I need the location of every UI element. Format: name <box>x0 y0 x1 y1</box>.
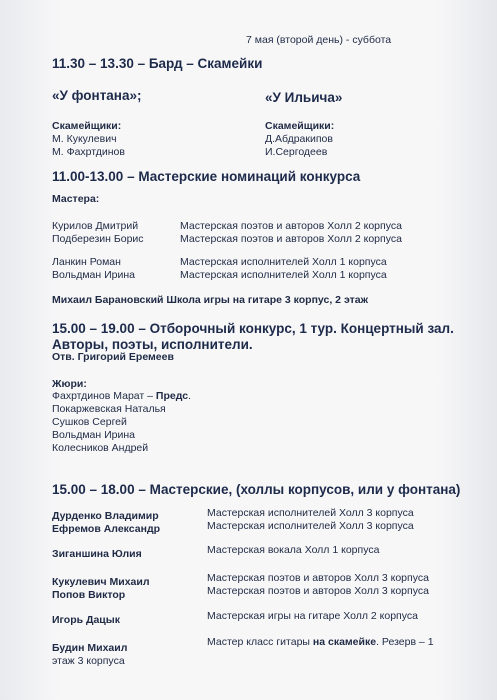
workshop-desc: Мастерская поэтов и авторов Холл 3 корпуса <box>207 572 429 584</box>
workshop-desc-bold: на скамейке <box>312 636 377 648</box>
jury-member: Колесников Андрей <box>52 442 149 454</box>
jury-member-chair <box>52 391 191 403</box>
bard-right-label: Скамейщики: <box>265 120 335 132</box>
workshop-name-sub: этаж 3 корпуса <box>52 655 125 667</box>
jury-member: Вольдман Ирина <box>52 429 136 441</box>
workshop-name: Дурденко Владимир <box>52 510 159 522</box>
master-desc: Мастерская поэтов и авторов Холл 2 корпуса <box>180 220 402 232</box>
workshop-desc: Мастерская игры на гитаре Холл 2 корпуса <box>207 610 418 622</box>
workshop-name: Игорь Дацык <box>52 614 120 626</box>
masters-label: Мастера: <box>52 193 100 205</box>
workshop-name: Зиганшина Юлия <box>52 548 142 560</box>
master-desc: Мастерская исполнителей Холл 1 корпуса <box>180 256 387 268</box>
workshop-desc: Мастерская поэтов и авторов Холл 3 корпуса <box>207 585 429 597</box>
bard-left-label: Скамейщики: <box>52 120 122 132</box>
bard-right-name: И.Сергодеев <box>265 146 328 158</box>
workshop-desc: Мастерская вокала Холл 1 корпуса <box>207 544 380 556</box>
workshop-name: Будин Михаил <box>52 642 128 654</box>
nominations-heading: 11.00-13.00 – Мастерские номинаций конкурса <box>52 169 361 184</box>
bard-right-name: Д.Абдракипов <box>265 133 333 145</box>
bard-left-name: М. Кукулевич <box>52 133 117 145</box>
day-header: 7 мая (второй день) - суббота <box>246 34 392 46</box>
contest-responsible: Отв. Григорий Еремеев <box>52 351 174 363</box>
workshop-name: Попов Виктор <box>52 589 126 601</box>
contest-subheading: Авторы, поэты, исполнители. <box>52 337 253 352</box>
workshop-name: Ефремов Александр <box>52 523 161 535</box>
jury-label: Жюри: <box>52 378 87 390</box>
bard-heading: 11.30 – 13.30 – Бард – Скамейки <box>52 56 263 71</box>
jury-member: Сушков Сергей <box>52 416 127 428</box>
jury-chair-dot: . <box>188 390 191 402</box>
jury-chair-name: Фахртдинов Марат – <box>52 390 156 402</box>
workshop-desc: Мастерская исполнителей Холл 3 корпуса <box>207 520 414 532</box>
bard-place-right: «У Ильича» <box>265 90 343 105</box>
master-name: Курилов Дмитрий <box>52 220 139 232</box>
jury-member: Покаржевская Наталья <box>52 403 166 415</box>
workshops-heading: 15.00 – 18.00 – Мастерские, (холлы корпусов, или у фонтана) <box>52 482 461 497</box>
master-name: Подберезин Борис <box>52 233 144 245</box>
guitar-school: Михаил Барановский Школа игры на гитаре 3 корпус, 2 этаж <box>52 294 369 306</box>
bard-place-left: «У фонтана»; <box>52 88 142 103</box>
workshop-desc <box>207 637 434 649</box>
master-desc: Мастерская исполнителей Холл 1 корпуса <box>180 269 387 281</box>
workshop-desc-pre: Мастер класс гитары <box>207 636 313 648</box>
master-name: Вольдман Ирина <box>52 269 136 281</box>
jury-chair-title: Предс <box>155 390 189 402</box>
bard-left-name: М. Фахртдинов <box>52 146 125 158</box>
master-name: Ланкин Роман <box>52 256 121 268</box>
contest-heading: 15.00 – 19.00 – Отборочный конкурс, 1 тур. Концертный зал. <box>52 321 454 336</box>
workshop-name: Кукулевич Михаил <box>52 576 150 588</box>
workshop-desc-post: . Резерв – 1 <box>376 636 434 648</box>
master-desc: Мастерская поэтов и авторов Холл 2 корпуса <box>180 233 402 245</box>
workshop-desc: Мастерская исполнителей Холл 3 корпуса <box>207 507 414 519</box>
